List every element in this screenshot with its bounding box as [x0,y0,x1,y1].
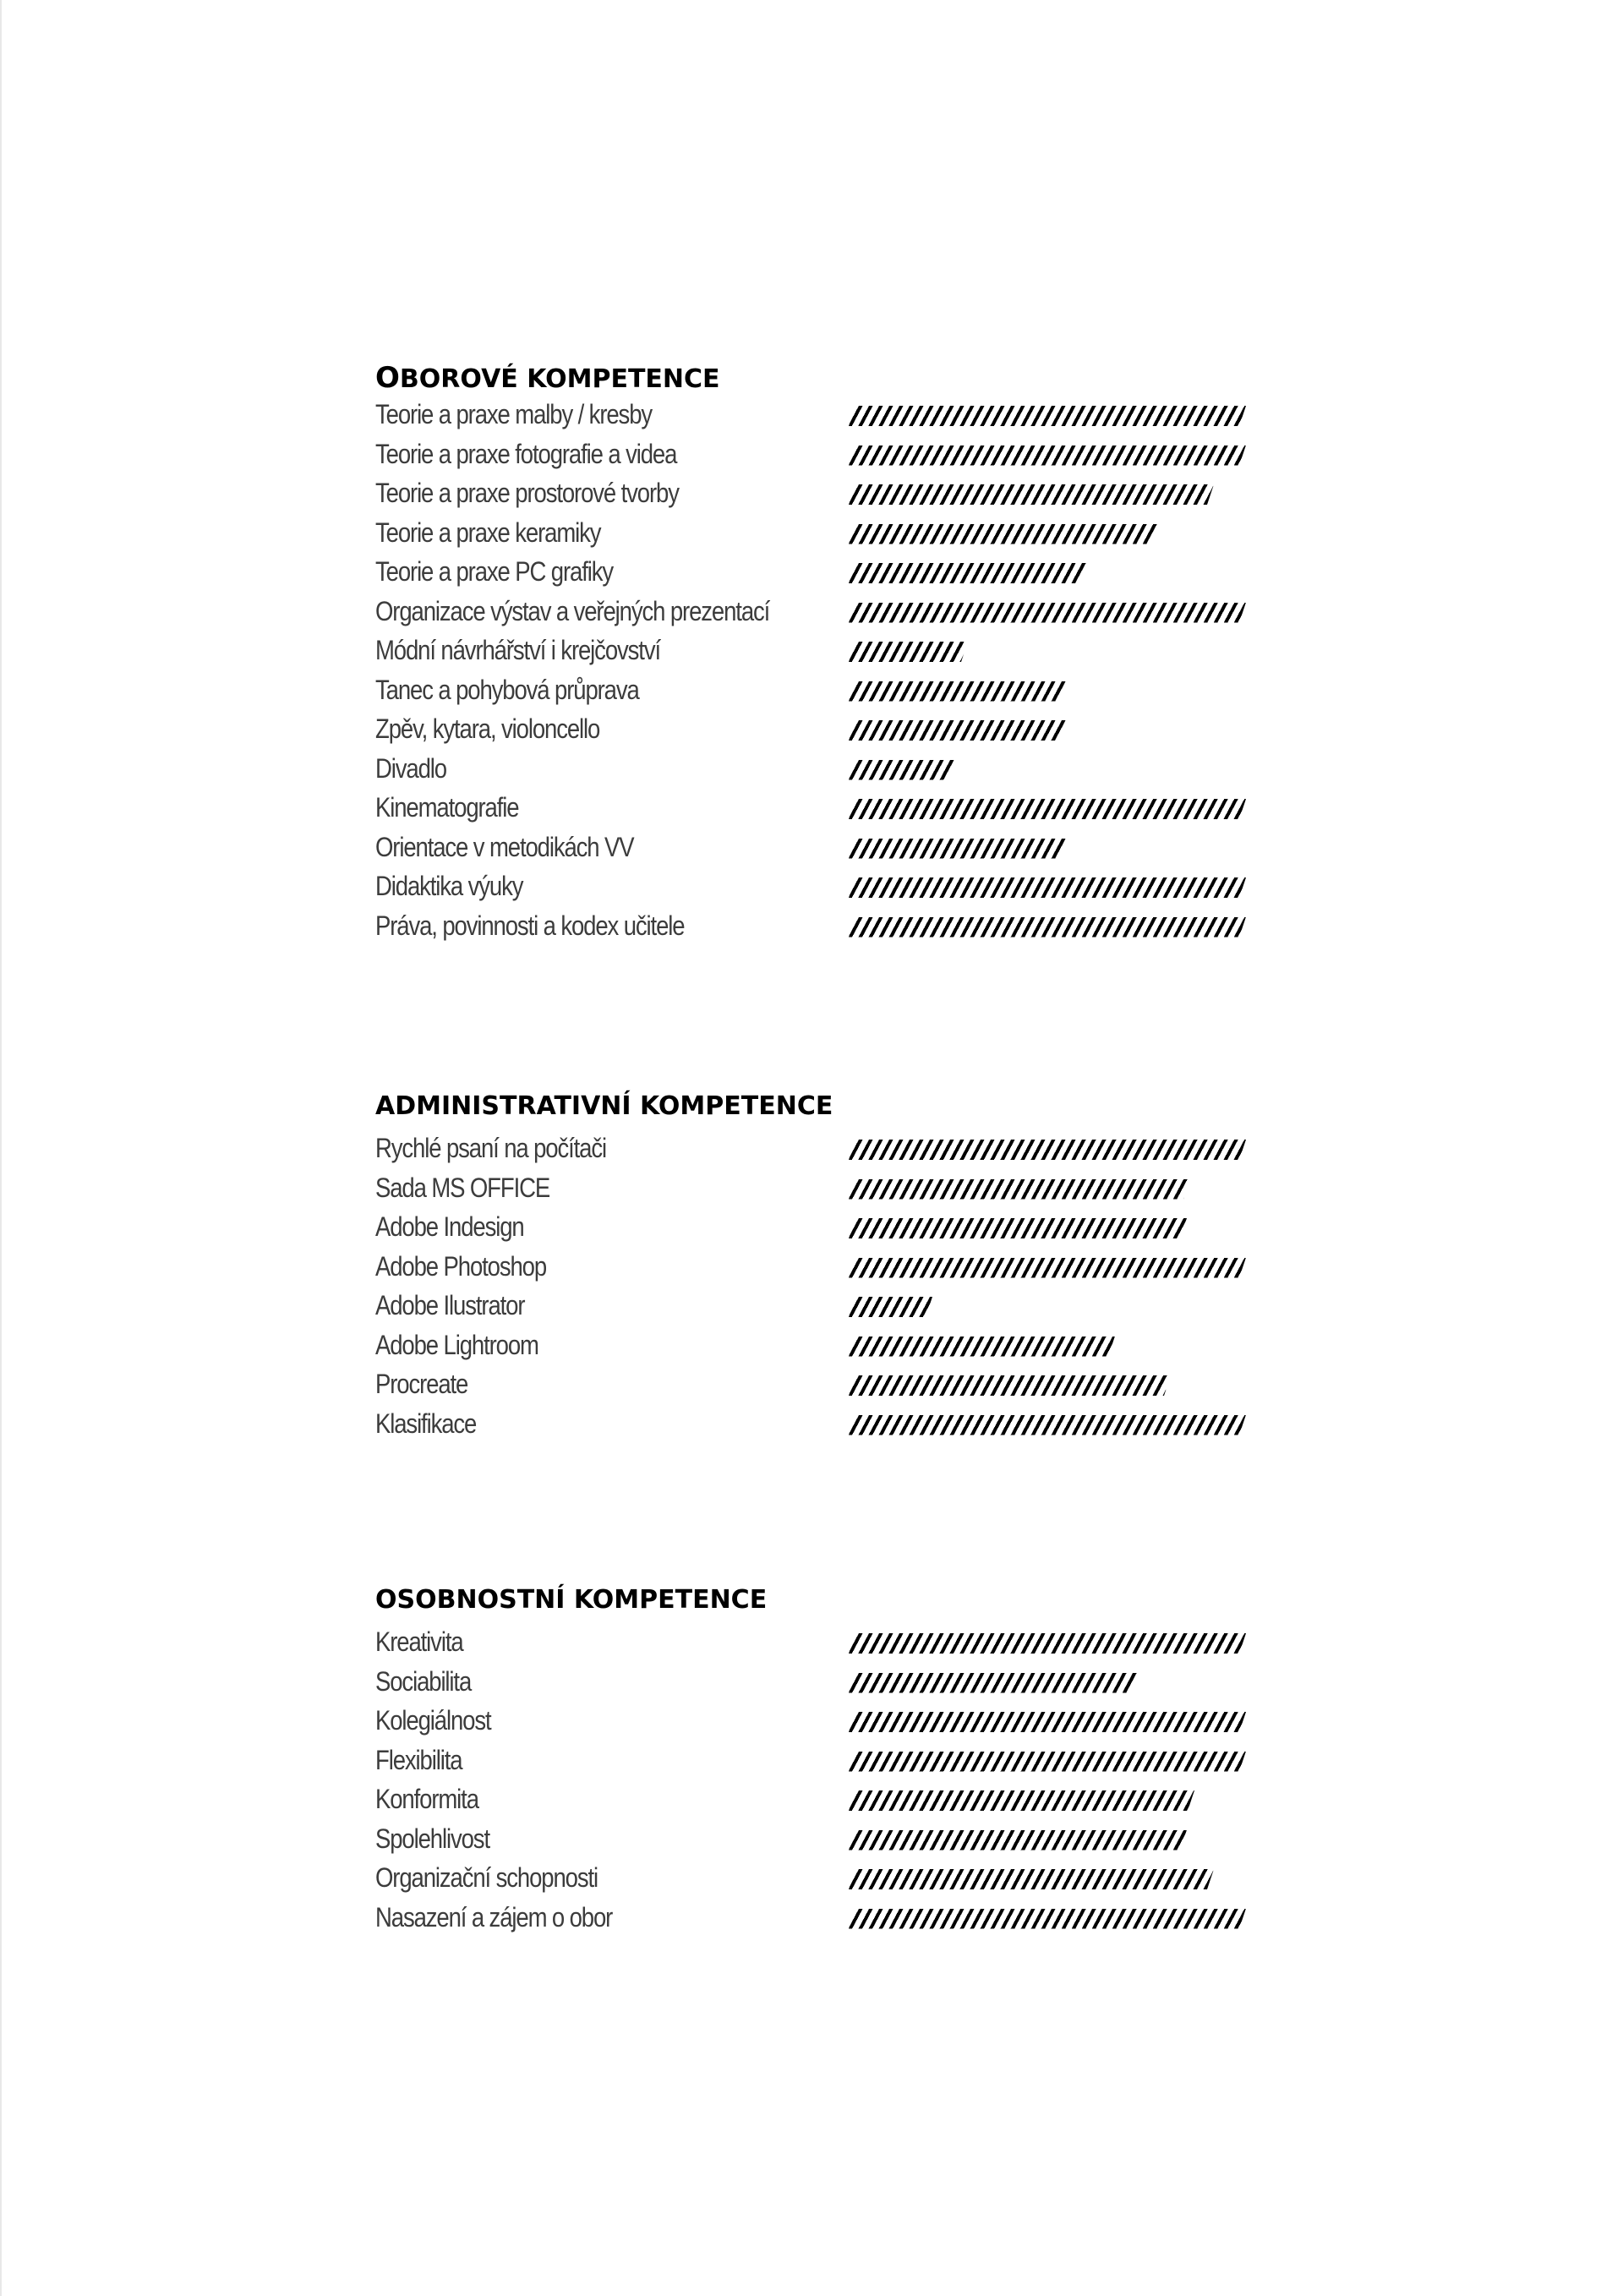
skill-label: Procreate [375,1369,468,1399]
skill-row [375,788,1254,828]
skill-row [375,592,1254,631]
skill-level-bar [849,720,1068,741]
skill-level-bar [849,1218,1187,1238]
skill-row [375,1741,1254,1780]
skill-row [375,828,1254,867]
skill-row [375,1858,1254,1898]
skill-level-bar [849,877,1246,898]
skill-row [375,552,1254,592]
skill-level-bar [849,1415,1246,1435]
skill-row [375,906,1254,946]
skill-label: Teorie a praxe fotografie a videa [375,438,677,469]
skill-label: Rychlé psaní na počítači [375,1133,607,1163]
skill-level-bar [849,1140,1246,1160]
skill-row [375,1898,1254,1938]
skill-label: Adobe Photoshop [375,1250,547,1282]
skill-level-bar [849,484,1214,505]
section-administrativni-kompetence [375,1088,1254,1443]
skill-label: Didaktika výuky [375,871,523,901]
skill-label: Sociabilita [375,1665,472,1697]
skill-level-bar [849,1673,1139,1693]
skill-row [375,1819,1254,1859]
section-title-rest: OSOBNOSTNÍ KOMPETENCE [375,1585,768,1615]
skill-label: Sada MS OFFICE [375,1172,550,1203]
skill-level-bar [849,681,1068,702]
skill-row [375,1326,1254,1365]
skill-label: Adobe Lightroom [375,1329,538,1360]
skill-level-bar [849,1179,1190,1200]
skill-label: Zpěv, kytara, violoncello [375,713,600,744]
skill-label: Adobe Ilustrator [375,1290,525,1320]
skill-level-bar [849,760,956,780]
skill-level-bar [849,1790,1194,1811]
skill-row [375,670,1254,710]
skill-label: Teorie a praxe prostorové tvorby [375,478,679,508]
section-title [375,361,1254,395]
skill-label: Kreativita [375,1626,463,1657]
skill-label: Flexibilita [375,1744,462,1775]
skill-label: Teorie a praxe malby / kresby [375,399,653,429]
section-title-initial: O [375,361,400,395]
skill-level-bar [849,406,1246,426]
skill-level-bar [849,1375,1171,1396]
skill-row [375,1662,1254,1702]
skill-row [375,1286,1254,1326]
skill-level-bar [849,1258,1246,1278]
section-title [375,1088,1254,1122]
skill-label: Orientace v metodikách VV [375,831,634,862]
skill-label: Kolegiálnost [375,1705,491,1736]
skill-row [375,1364,1254,1404]
skill-row [375,1168,1254,1208]
skill-list [375,395,1254,945]
section-osobnostni-kompetence [375,1582,1254,1937]
skill-row [375,1404,1254,1444]
skill-label: Teorie a praxe PC grafiky [375,556,614,587]
skill-list [375,1622,1254,1937]
skill-list [375,1129,1254,1443]
skill-level-bar [849,1633,1246,1654]
skill-level-bar [849,1337,1115,1357]
skill-label: Práva, povinnosti a kodex učitele [375,910,685,941]
skill-row [375,866,1254,906]
skill-row [375,1247,1254,1287]
skill-level-bar [849,839,1068,859]
skill-row [375,1207,1254,1247]
section-title [375,1582,1254,1615]
skill-label: Organizace výstav a veřejných prezentací [375,595,770,626]
skill-level-bar [849,603,1246,623]
section-title-rest: ADMINISTRATIVNÍ KOMPETENCE [375,1091,833,1121]
skill-label: Kinematografie [375,792,519,823]
skill-label: Tanec a pohybová průprava [375,674,639,705]
skill-level-bar [849,1297,932,1317]
skill-row [375,473,1254,513]
skill-level-bar [849,1909,1246,1929]
skill-label: Adobe Indesign [375,1211,524,1242]
skill-row [375,513,1254,553]
skill-row [375,1779,1254,1819]
section-title-rest: BOROVÉ KOMPETENCE [399,364,720,394]
skill-level-bar [849,1752,1246,1772]
skill-level-bar [849,917,1246,938]
skill-row [375,1701,1254,1741]
page-edge [0,0,2,2296]
skill-level-bar [849,1869,1214,1889]
skill-level-bar [849,642,968,662]
skill-level-bar [849,524,1159,544]
skill-row [375,631,1254,670]
skill-level-bar [849,799,1246,819]
section-oborove-kompetence [375,361,1254,945]
skill-row [375,435,1254,474]
skill-row [375,709,1254,749]
skill-label: Spolehlivost [375,1823,489,1854]
skill-label: Teorie a praxe keramiky [375,517,601,548]
skill-row [375,749,1254,789]
skill-row [375,1622,1254,1662]
skill-label: Konformita [375,1784,478,1814]
skill-row [375,1129,1254,1168]
skill-level-bar [849,563,1087,583]
skill-label: Klasifikace [375,1408,477,1439]
skill-label: Módní návrhářství i krejčovství [375,635,660,665]
skill-level-bar [849,1830,1187,1850]
skill-label: Divadlo [375,752,446,784]
skill-label: Nasazení a zájem o obor [375,1901,613,1932]
skill-level-bar [849,1712,1246,1732]
skill-label: Organizační schopnosti [375,1862,598,1893]
skill-row [375,395,1254,435]
skill-level-bar [849,446,1246,466]
